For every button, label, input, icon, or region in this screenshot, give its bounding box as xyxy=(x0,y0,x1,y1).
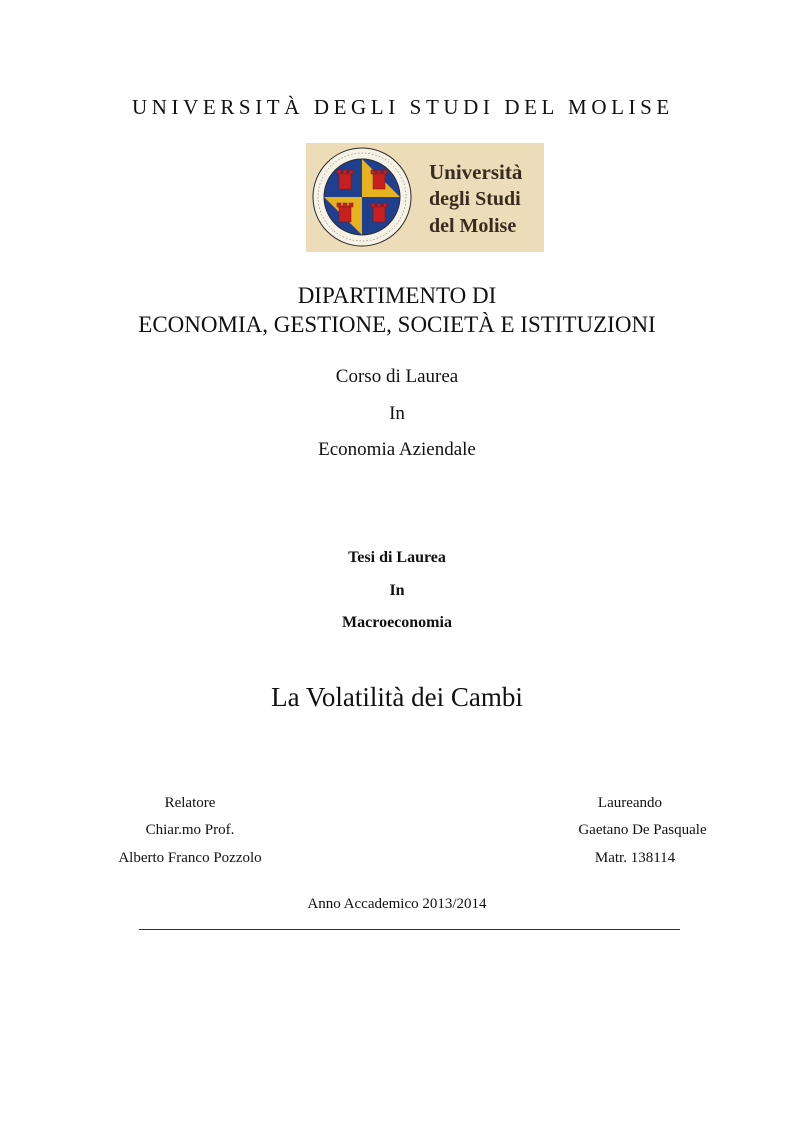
university-logo xyxy=(306,143,544,252)
department-line-1: DIPARTIMENTO DI xyxy=(297,283,497,308)
relatore-label: Relatore xyxy=(164,795,216,811)
logo-line-2: degli Studi xyxy=(429,188,521,210)
thesis-subject: Macroeconomia xyxy=(342,614,452,631)
laureando-name: Gaetano De Pasquale xyxy=(578,822,707,838)
university-name: UNIVERSITÀ DEGLI STUDI DEL MOLISE xyxy=(132,95,674,119)
logo-line-1: Università xyxy=(429,160,523,184)
course-in: In xyxy=(389,403,405,424)
academic-year: Anno Accademico 2013/2014 xyxy=(307,896,487,912)
course-label: Corso di Laurea xyxy=(335,366,459,387)
thesis-in: In xyxy=(389,582,405,599)
laureando-label: Laureando xyxy=(597,795,663,811)
course-name: Economia Aziendale xyxy=(318,439,476,460)
relatore-name: Alberto Franco Pozzolo xyxy=(118,850,262,866)
university-seal-icon xyxy=(309,146,419,249)
thesis-label: Tesi di Laurea xyxy=(348,549,446,566)
laureando-matricola: Matr. 138114 xyxy=(594,850,676,866)
department-line-2: ECONOMIA, GESTIONE, SOCIETÀ E ISTITUZIONI xyxy=(138,312,656,337)
relatore-honorific: Chiar.mo Prof. xyxy=(145,822,235,838)
thesis-title: La Volatilità dei Cambi xyxy=(271,682,523,712)
logo-wordmark xyxy=(429,159,541,240)
divider-line xyxy=(139,929,680,930)
logo-line-3: del Molise xyxy=(429,215,517,237)
